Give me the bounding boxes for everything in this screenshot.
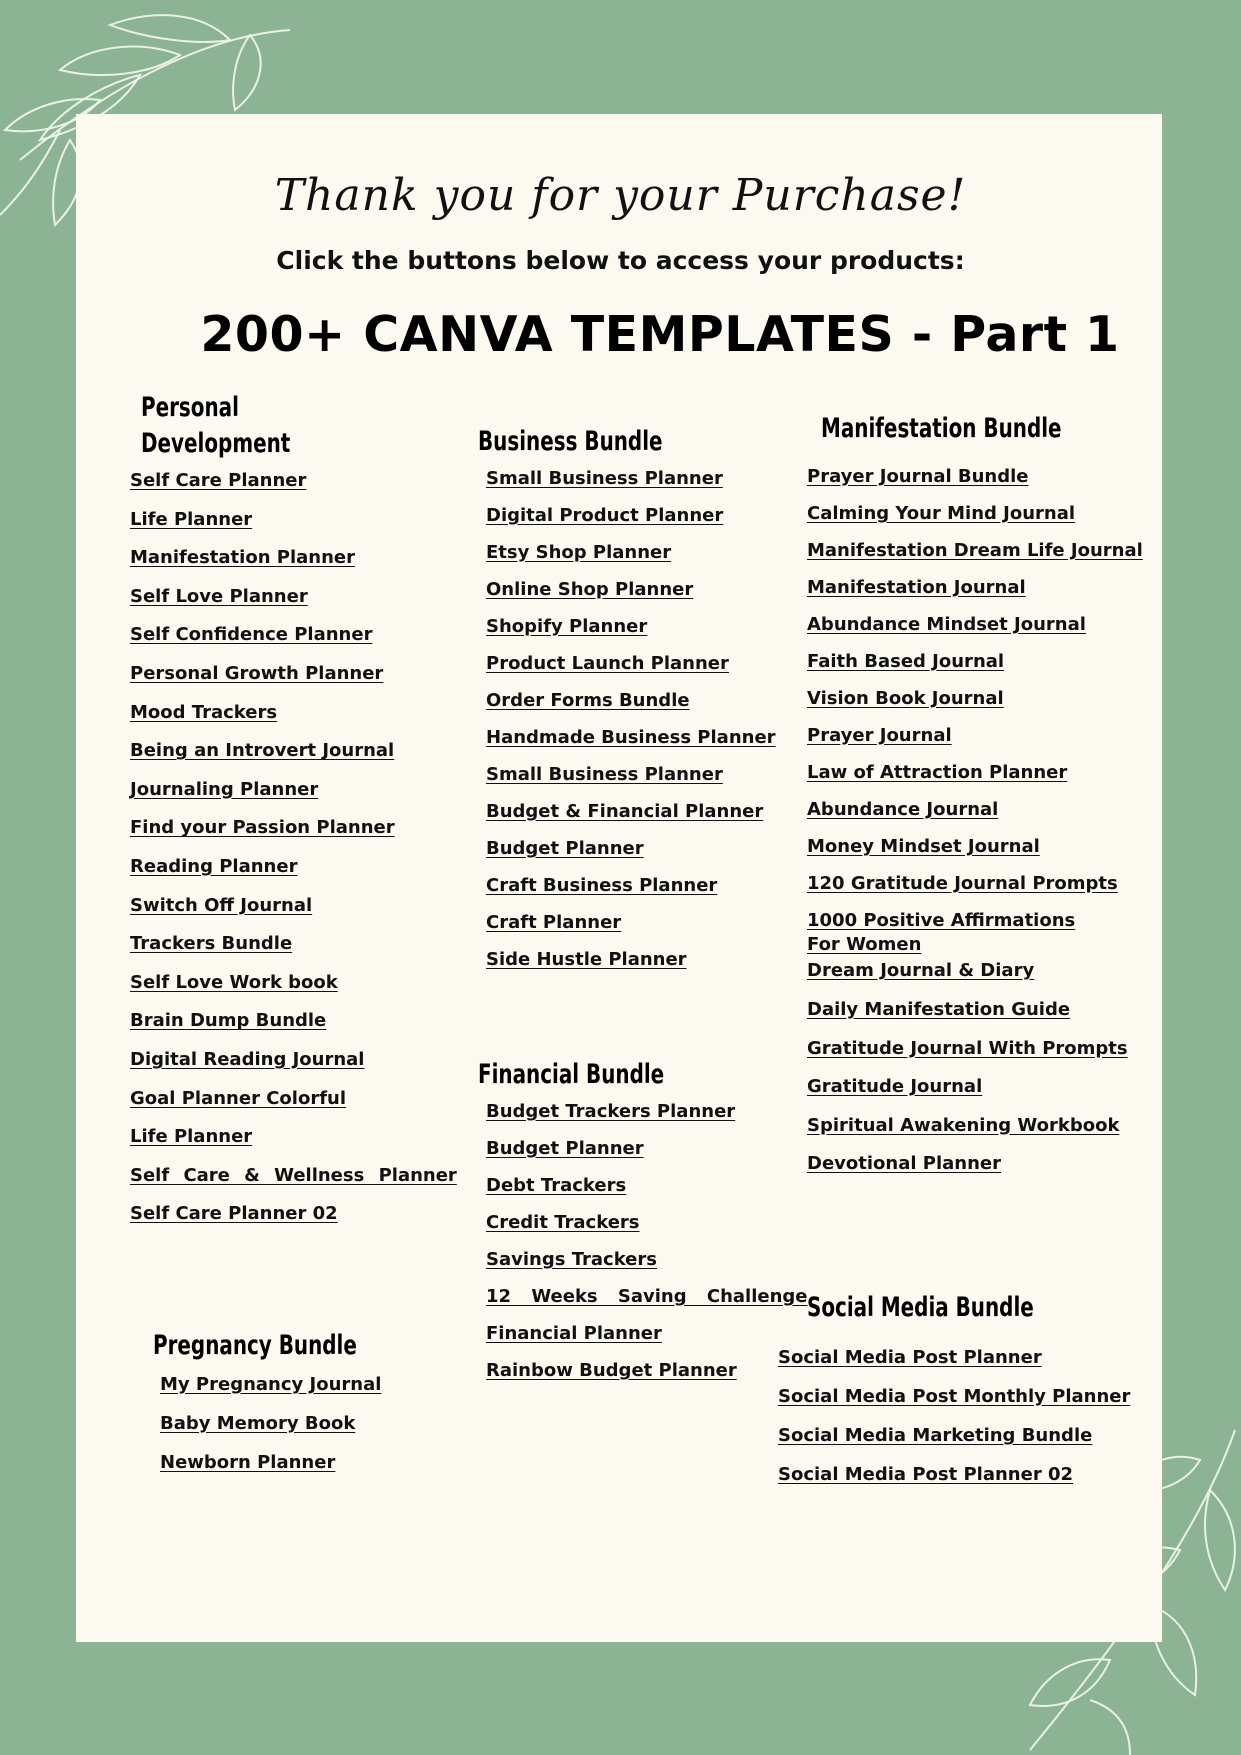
social-media-bundle-heading: Social Media Bundle: [807, 1292, 1034, 1323]
list-item[interactable]: 12 Weeks Saving Challenge: [486, 1286, 808, 1307]
list-item[interactable]: Money Mindset Journal: [807, 836, 1040, 857]
list-item[interactable]: Social Media Post Planner: [778, 1347, 1042, 1368]
list-item[interactable]: Trackers Bundle: [130, 933, 293, 955]
list-item[interactable]: Craft Planner: [486, 912, 622, 933]
list-item[interactable]: Self Care Planner 02: [130, 1203, 338, 1225]
heading-line: Personal: [141, 392, 239, 423]
list-item[interactable]: Budget & Financial Planner: [486, 801, 764, 822]
list-item[interactable]: Social Media Post Monthly Planner: [778, 1386, 1131, 1407]
list-item[interactable]: Faith Based Journal: [807, 651, 1005, 672]
list-item[interactable]: Manifestation Journal: [807, 577, 1026, 598]
list-item[interactable]: Newborn Planner: [160, 1452, 336, 1473]
manifestation-bundle-heading: Manifestation Bundle: [821, 413, 1062, 444]
list-item[interactable]: Manifestation Dream Life Journal: [807, 540, 1143, 561]
business-bundle-heading: Business Bundle: [478, 426, 663, 457]
list-item[interactable]: Handmade Business Planner: [486, 727, 776, 748]
list-item[interactable]: Life Planner: [130, 508, 253, 530]
list-item[interactable]: Devotional Planner: [807, 1153, 1002, 1174]
list-item[interactable]: Social Media Marketing Bundle: [778, 1425, 1093, 1446]
list-item[interactable]: Being an Introvert Journal: [130, 740, 395, 762]
list-item[interactable]: Self Confidence Planner: [130, 624, 373, 646]
list-item[interactable]: Spiritual Awakening Workbook: [807, 1114, 1120, 1136]
list-item[interactable]: Vision Book Journal: [807, 688, 1004, 709]
list-item[interactable]: Personal Growth Planner: [130, 663, 384, 684]
list-item[interactable]: Journaling Planner: [130, 778, 319, 800]
list-item[interactable]: Budget Planner: [486, 838, 644, 859]
list-item[interactable]: Budget Planner: [486, 1138, 644, 1159]
list-item[interactable]: Credit Trackers: [486, 1212, 640, 1233]
list-item[interactable]: Abundance Journal: [807, 799, 999, 820]
list-item[interactable]: Small Business Planner: [486, 764, 723, 785]
list-item[interactable]: Self Care Planner: [130, 470, 307, 491]
list-item[interactable]: Baby Memory Book: [160, 1413, 356, 1434]
list-item[interactable]: Etsy Shop Planner: [486, 542, 672, 563]
financial-bundle-heading: Financial Bundle: [478, 1059, 665, 1090]
list-item[interactable]: Craft Business Planner: [486, 875, 718, 896]
list-item[interactable]: 1000 Positive Affirmations: [807, 910, 1076, 931]
list-item[interactable]: Mood Trackers: [130, 701, 278, 723]
list-item[interactable]: Product Launch Planner: [486, 653, 729, 674]
list-item[interactable]: Calming Your Mind Journal: [807, 503, 1076, 524]
list-item[interactable]: Financial Planner: [486, 1323, 662, 1344]
list-item[interactable]: 120 Gratitude Journal Prompts: [807, 873, 1118, 894]
list-item[interactable]: Debt Trackers: [486, 1175, 627, 1196]
list-item[interactable]: Budget Trackers Planner: [486, 1101, 736, 1122]
personal-development-heading: [141, 390, 290, 462]
list-item[interactable]: Digital Reading Journal: [130, 1049, 365, 1070]
list-item[interactable]: Gratitude Journal: [807, 1076, 983, 1097]
list-item[interactable]: Reading Planner: [130, 856, 298, 877]
list-item[interactable]: Online Shop Planner: [486, 579, 694, 600]
list-item[interactable]: Life Planner: [130, 1126, 253, 1148]
list-item[interactable]: Side Hustle Planner: [486, 949, 687, 970]
list-item[interactable]: For Women: [807, 934, 922, 955]
instructions-text: Click the buttons below to access your products:: [276, 246, 965, 275]
list-item[interactable]: My Pregnancy Journal: [160, 1374, 382, 1395]
list-item[interactable]: Self Love Work book: [130, 971, 338, 993]
list-item[interactable]: Digital Product Planner: [486, 505, 724, 526]
list-item[interactable]: Manifestation Planner: [130, 547, 355, 569]
list-item[interactable]: Savings Trackers: [486, 1249, 657, 1270]
list-item[interactable]: Brain Dump Bundle: [130, 1010, 327, 1032]
list-item[interactable]: Self Care & Wellness Planner: [130, 1164, 457, 1186]
list-item[interactable]: Switch Off Journal: [130, 894, 313, 916]
page-title: 200+ CANVA TEMPLATES - Part 1: [200, 306, 1120, 363]
list-item[interactable]: Rainbow Budget Planner: [486, 1360, 737, 1381]
list-item[interactable]: Order Forms Bundle: [486, 690, 690, 711]
list-item[interactable]: Dream Journal & Diary: [807, 960, 1035, 981]
list-item[interactable]: Find your Passion Planner: [130, 817, 395, 839]
pregnancy-bundle-heading: Pregnancy Bundle: [153, 1330, 357, 1361]
list-item[interactable]: Self Love Planner: [130, 585, 308, 607]
list-item[interactable]: Small Business Planner: [486, 468, 723, 489]
list-item[interactable]: Prayer Journal Bundle: [807, 466, 1029, 487]
list-item[interactable]: Daily Manifestation Guide: [807, 999, 1071, 1020]
list-item[interactable]: Abundance Mindset Journal: [807, 614, 1086, 635]
list-item[interactable]: Social Media Post Planner 02: [778, 1464, 1074, 1485]
heading-line: Development: [141, 428, 291, 459]
list-item[interactable]: Goal Planner Colorful: [130, 1087, 347, 1109]
list-item[interactable]: Prayer Journal: [807, 725, 952, 746]
thank-you-heading: Thank you for your Purchase!: [274, 170, 967, 221]
list-item[interactable]: Gratitude Journal With Prompts: [807, 1037, 1128, 1059]
list-item[interactable]: Shopify Planner: [486, 616, 648, 637]
list-item[interactable]: Law of Attraction Planner: [807, 762, 1068, 783]
